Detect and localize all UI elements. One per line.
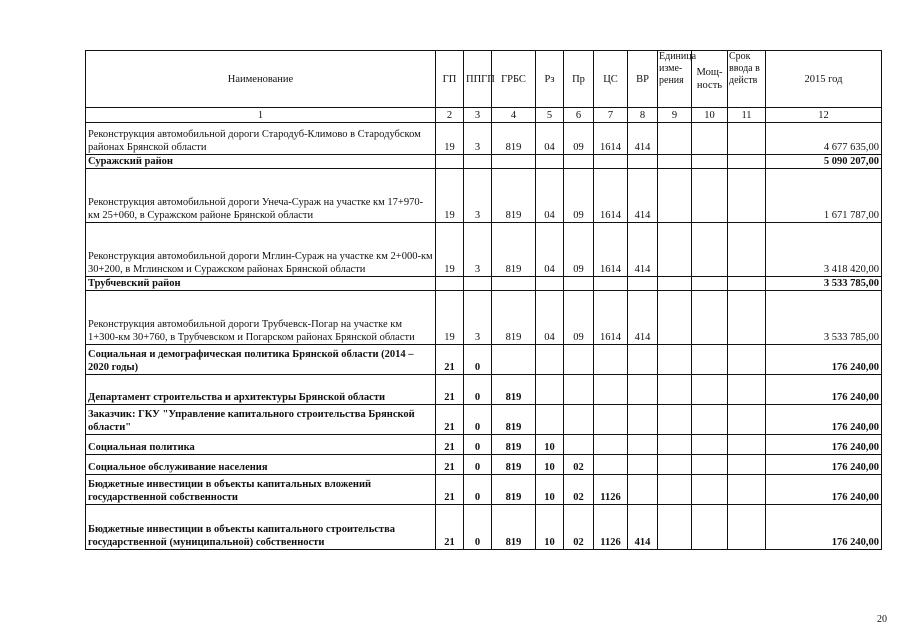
row-pr: 09 (564, 223, 594, 277)
row-gp (436, 277, 464, 291)
row-cs (594, 277, 628, 291)
row-rz (536, 277, 564, 291)
row-unit (658, 405, 692, 435)
row-cs (594, 435, 628, 455)
row-pr: 02 (564, 455, 594, 475)
row-capacity (692, 291, 728, 345)
row-vr (628, 375, 658, 405)
row-ppgp: 3 (464, 291, 492, 345)
row-term (728, 223, 766, 277)
row-unit (658, 435, 692, 455)
row-amount: 176 240,00 (766, 435, 882, 455)
row-grbs: 819 (492, 291, 536, 345)
row-pr (564, 435, 594, 455)
row-grbs: 819 (492, 169, 536, 223)
row-pr: 09 (564, 123, 594, 155)
row-name: Бюджетные инвестиции в объекты капитального строительства государственной (муниципальной) собственности (86, 505, 436, 550)
row-unit (658, 277, 692, 291)
row-name: Реконструкция автомобильной дороги Стародуб-Климово в Стародубском районах Брянской области (86, 123, 436, 155)
table-row (86, 345, 882, 375)
table-row (86, 155, 882, 169)
row-grbs: 819 (492, 123, 536, 155)
row-unit (658, 223, 692, 277)
row-vr (628, 155, 658, 169)
table-row (86, 455, 882, 475)
table-row (86, 405, 882, 435)
header-year: 2015 год (766, 51, 882, 108)
row-rz: 10 (536, 455, 564, 475)
row-amount: 176 240,00 (766, 475, 882, 505)
row-pr: 02 (564, 505, 594, 550)
row-amount: 176 240,00 (766, 455, 882, 475)
header-row (86, 51, 882, 108)
table-row (86, 505, 882, 550)
row-pr (564, 405, 594, 435)
row-gp: 21 (436, 435, 464, 455)
row-capacity (692, 435, 728, 455)
row-grbs: 819 (492, 223, 536, 277)
row-ppgp: 0 (464, 475, 492, 505)
table-row (86, 475, 882, 505)
row-capacity (692, 345, 728, 375)
row-grbs: 819 (492, 475, 536, 505)
row-pr (564, 277, 594, 291)
row-ppgp: 3 (464, 223, 492, 277)
row-unit (658, 155, 692, 169)
header-rz: Рз (536, 51, 564, 108)
row-grbs: 819 (492, 435, 536, 455)
column-number: 12 (766, 108, 882, 123)
row-gp: 19 (436, 291, 464, 345)
row-vr: 414 (628, 223, 658, 277)
row-amount: 5 090 207,00 (766, 155, 882, 169)
row-amount: 3 533 785,00 (766, 291, 882, 345)
row-ppgp: 0 (464, 405, 492, 435)
header-pr: Пр (564, 51, 594, 108)
row-gp: 19 (436, 169, 464, 223)
row-pr (564, 155, 594, 169)
row-cs: 1126 (594, 475, 628, 505)
row-unit (658, 375, 692, 405)
budget-table (85, 50, 882, 550)
row-rz: 04 (536, 169, 564, 223)
row-gp: 21 (436, 475, 464, 505)
row-name: Департамент строительства и архитектуры Брянской области (86, 375, 436, 405)
header-vr: ВР (628, 51, 658, 108)
row-name: Заказчик: ГКУ "Управление капитального строительства Брянской области" (86, 405, 436, 435)
row-capacity (692, 505, 728, 550)
row-name: Трубчевский район (86, 277, 436, 291)
row-capacity (692, 155, 728, 169)
row-rz (536, 405, 564, 435)
row-name: Реконструкция автомобильной дороги Трубчевск-Погар на участке км 1+300-км 30+760, в Трубчевском и Погарском районах Брянской области (86, 291, 436, 345)
column-number: 5 (536, 108, 564, 123)
row-term (728, 505, 766, 550)
row-amount: 3 418 420,00 (766, 223, 882, 277)
header-gp: ГП (436, 51, 464, 108)
row-term (728, 375, 766, 405)
column-number: 7 (594, 108, 628, 123)
row-vr (628, 405, 658, 435)
row-grbs: 819 (492, 375, 536, 405)
row-amount: 176 240,00 (766, 375, 882, 405)
column-number: 10 (692, 108, 728, 123)
row-capacity (692, 123, 728, 155)
header-term: Срок ввода в действ (728, 51, 766, 108)
row-term (728, 435, 766, 455)
row-ppgp: 3 (464, 123, 492, 155)
row-pr: 09 (564, 291, 594, 345)
row-pr (564, 345, 594, 375)
column-numbers-row (86, 108, 882, 123)
row-name: Социальное обслуживание населения (86, 455, 436, 475)
row-capacity (692, 277, 728, 291)
row-name: Реконструкция автомобильной дороги Мглин-Сураж на участке км 2+000-км 30+200, в Мглинском и Суражском районах Брянской области (86, 223, 436, 277)
row-gp: 19 (436, 223, 464, 277)
row-rz: 04 (536, 291, 564, 345)
column-number: 8 (628, 108, 658, 123)
row-grbs (492, 277, 536, 291)
column-number: 1 (86, 108, 436, 123)
row-vr: 414 (628, 291, 658, 345)
column-number: 6 (564, 108, 594, 123)
row-term (728, 405, 766, 435)
table-row (86, 169, 882, 223)
row-pr: 09 (564, 169, 594, 223)
row-vr (628, 475, 658, 505)
table-row (86, 375, 882, 405)
row-grbs: 819 (492, 505, 536, 550)
row-amount: 176 240,00 (766, 405, 882, 435)
row-pr (564, 375, 594, 405)
row-unit (658, 291, 692, 345)
row-unit (658, 455, 692, 475)
table-row (86, 435, 882, 455)
row-cs: 1126 (594, 505, 628, 550)
row-capacity (692, 169, 728, 223)
row-cs (594, 375, 628, 405)
row-vr: 414 (628, 505, 658, 550)
column-number: 4 (492, 108, 536, 123)
row-term (728, 155, 766, 169)
row-unit (658, 505, 692, 550)
row-ppgp: 0 (464, 435, 492, 455)
row-rz: 04 (536, 123, 564, 155)
row-gp (436, 155, 464, 169)
header-unit: Единица изме-рения (658, 51, 692, 108)
row-vr: 414 (628, 169, 658, 223)
row-name: Социальная и демографическая политика Брянской области (2014 – 2020 годы) (86, 345, 436, 375)
column-number: 11 (728, 108, 766, 123)
row-term (728, 291, 766, 345)
row-rz (536, 155, 564, 169)
row-name: Бюджетные инвестиции в объекты капитальных вложений государственной собственности (86, 475, 436, 505)
row-amount: 176 240,00 (766, 345, 882, 375)
table-row (86, 291, 882, 345)
row-grbs (492, 345, 536, 375)
row-capacity (692, 475, 728, 505)
table-row (86, 277, 882, 291)
row-pr: 02 (564, 475, 594, 505)
column-number: 9 (658, 108, 692, 123)
row-unit (658, 475, 692, 505)
row-unit (658, 123, 692, 155)
row-capacity (692, 405, 728, 435)
row-cs (594, 405, 628, 435)
row-grbs (492, 155, 536, 169)
table-row (86, 223, 882, 277)
row-ppgp: 0 (464, 375, 492, 405)
row-amount: 176 240,00 (766, 505, 882, 550)
row-cs: 1614 (594, 123, 628, 155)
row-rz: 04 (536, 223, 564, 277)
column-number: 3 (464, 108, 492, 123)
row-vr (628, 455, 658, 475)
row-ppgp (464, 155, 492, 169)
row-rz: 10 (536, 475, 564, 505)
row-cs: 1614 (594, 223, 628, 277)
row-term (728, 345, 766, 375)
row-cs (594, 345, 628, 375)
row-gp: 19 (436, 123, 464, 155)
row-name: Социальная политика (86, 435, 436, 455)
table-row (86, 123, 882, 155)
row-ppgp: 3 (464, 169, 492, 223)
row-ppgp (464, 277, 492, 291)
row-gp: 21 (436, 405, 464, 435)
row-cs: 1614 (594, 291, 628, 345)
row-term (728, 277, 766, 291)
row-vr: 414 (628, 123, 658, 155)
row-unit (658, 345, 692, 375)
header-capacity: Мощ-ность (692, 51, 728, 108)
row-capacity (692, 455, 728, 475)
header-cs: ЦС (594, 51, 628, 108)
row-rz: 10 (536, 505, 564, 550)
row-grbs: 819 (492, 455, 536, 475)
row-rz: 10 (536, 435, 564, 455)
row-amount: 4 677 635,00 (766, 123, 882, 155)
row-capacity (692, 375, 728, 405)
row-vr (628, 277, 658, 291)
row-ppgp: 0 (464, 345, 492, 375)
header-ppgp: ППГП (464, 51, 492, 108)
row-grbs: 819 (492, 405, 536, 435)
row-amount: 1 671 787,00 (766, 169, 882, 223)
row-cs: 1614 (594, 169, 628, 223)
row-gp: 21 (436, 345, 464, 375)
row-term (728, 455, 766, 475)
row-vr (628, 435, 658, 455)
row-cs (594, 155, 628, 169)
row-term (728, 475, 766, 505)
header-grbs: ГРБС (492, 51, 536, 108)
row-term (728, 123, 766, 155)
row-gp: 21 (436, 375, 464, 405)
row-rz (536, 345, 564, 375)
column-number: 2 (436, 108, 464, 123)
row-name: Суражский район (86, 155, 436, 169)
row-capacity (692, 223, 728, 277)
row-name: Реконструкция автомобильной дороги Унеча-Сураж на участке км 17+970-км 25+060, в Суражском районе Брянской области (86, 169, 436, 223)
row-ppgp: 0 (464, 455, 492, 475)
row-unit (658, 169, 692, 223)
row-gp: 21 (436, 505, 464, 550)
row-ppgp: 0 (464, 505, 492, 550)
row-amount: 3 533 785,00 (766, 277, 882, 291)
row-cs (594, 455, 628, 475)
row-vr (628, 345, 658, 375)
page-number: 20 (877, 614, 887, 625)
row-rz (536, 375, 564, 405)
header-name: Наименование (86, 51, 436, 108)
row-term (728, 169, 766, 223)
row-gp: 21 (436, 455, 464, 475)
